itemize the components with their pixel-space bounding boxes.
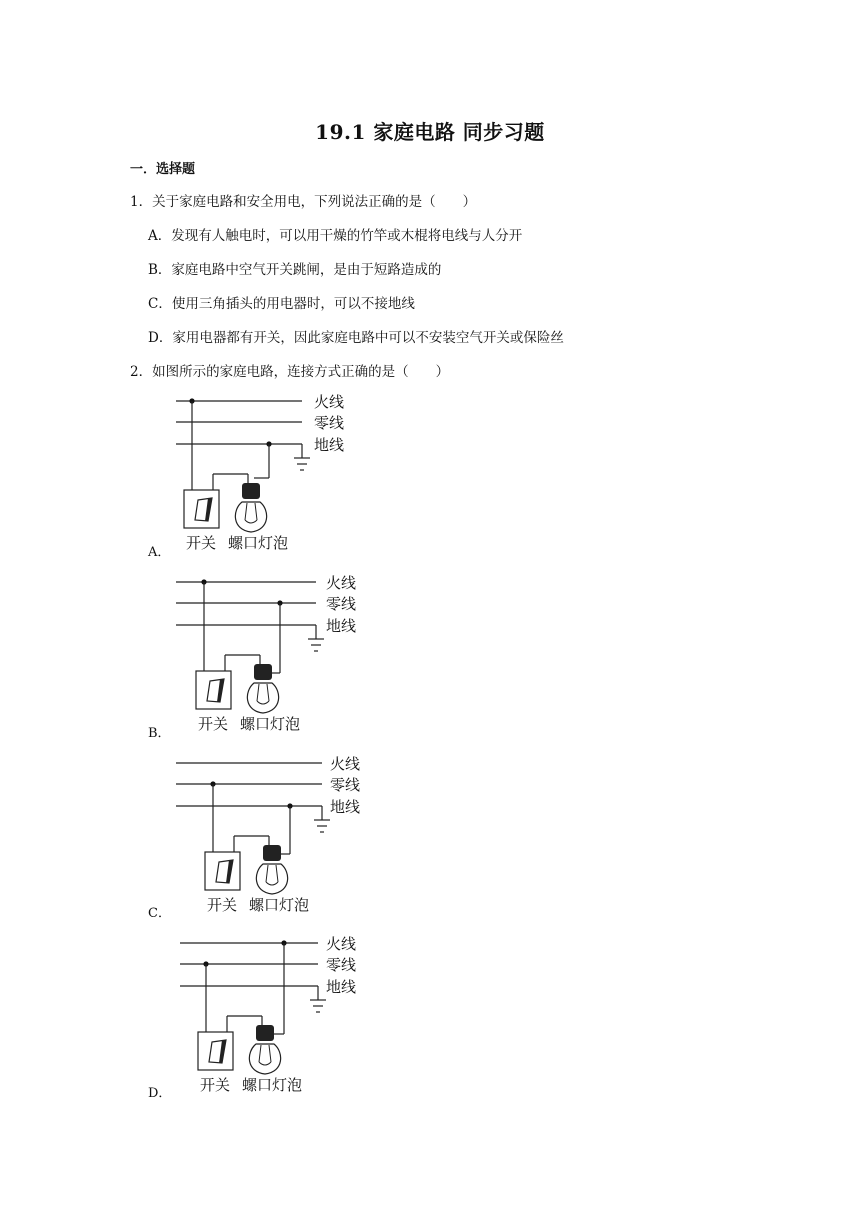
neutral-wire-label: 零线 xyxy=(326,956,357,974)
question-2-stem: 2．如图所示的家庭电路，连接方式正确的是（ ） xyxy=(130,364,450,380)
bulb-label: 螺口灯泡 xyxy=(240,715,301,733)
circuit-diagram-b xyxy=(170,571,370,741)
page-title: 19.1 家庭电路 同步习题 xyxy=(315,120,545,144)
neutral-wire-label: 零线 xyxy=(314,414,345,432)
switch-label: 开关 xyxy=(198,715,229,733)
circuit-diagram-d xyxy=(170,932,370,1102)
question-1-stem: 1．关于家庭电路和安全用电，下列说法正确的是（ ） xyxy=(130,194,477,210)
circuit-diagram-a xyxy=(170,390,370,560)
switch-label: 开关 xyxy=(186,534,217,552)
bulb-label: 螺口灯泡 xyxy=(228,534,289,552)
neutral-wire-label: 零线 xyxy=(330,776,361,794)
ground-wire-label: 地线 xyxy=(326,978,357,996)
live-wire-label: 火线 xyxy=(330,755,361,773)
question-1-option-d: D．家用电器都有开关，因此家庭电路中可以不安装空气开关或保险丝 xyxy=(148,330,564,346)
switch-label: 开关 xyxy=(200,1076,231,1094)
section-heading: 一．选择题 xyxy=(130,162,196,177)
neutral-wire-label: 零线 xyxy=(326,595,357,613)
bulb-label: 螺口灯泡 xyxy=(242,1076,303,1094)
live-wire-label: 火线 xyxy=(326,935,357,953)
live-wire-label: 火线 xyxy=(326,574,357,592)
circuit-diagram-c xyxy=(170,752,370,922)
bulb-label: 螺口灯泡 xyxy=(249,896,310,914)
question-2-option-d: D． xyxy=(148,1086,172,1101)
question-1-option-c: C．使用三角插头的用电器时，可以不接地线 xyxy=(148,296,415,312)
ground-wire-label: 地线 xyxy=(330,798,361,816)
live-wire-label: 火线 xyxy=(314,393,345,411)
ground-wire-label: 地线 xyxy=(326,617,357,635)
switch-label: 开关 xyxy=(207,896,238,914)
ground-wire-label: 地线 xyxy=(314,436,345,454)
question-1-option-b: B．家庭电路中空气开关跳闸，是由于短路造成的 xyxy=(148,262,442,278)
question-2-option-c: C． xyxy=(148,906,171,921)
question-1-option-a: A．发现有人触电时，可以用干燥的竹竿或木棍将电线与人分开 xyxy=(148,228,523,244)
question-2-option-a: A． xyxy=(148,545,171,560)
question-2-option-b: B． xyxy=(148,726,171,741)
